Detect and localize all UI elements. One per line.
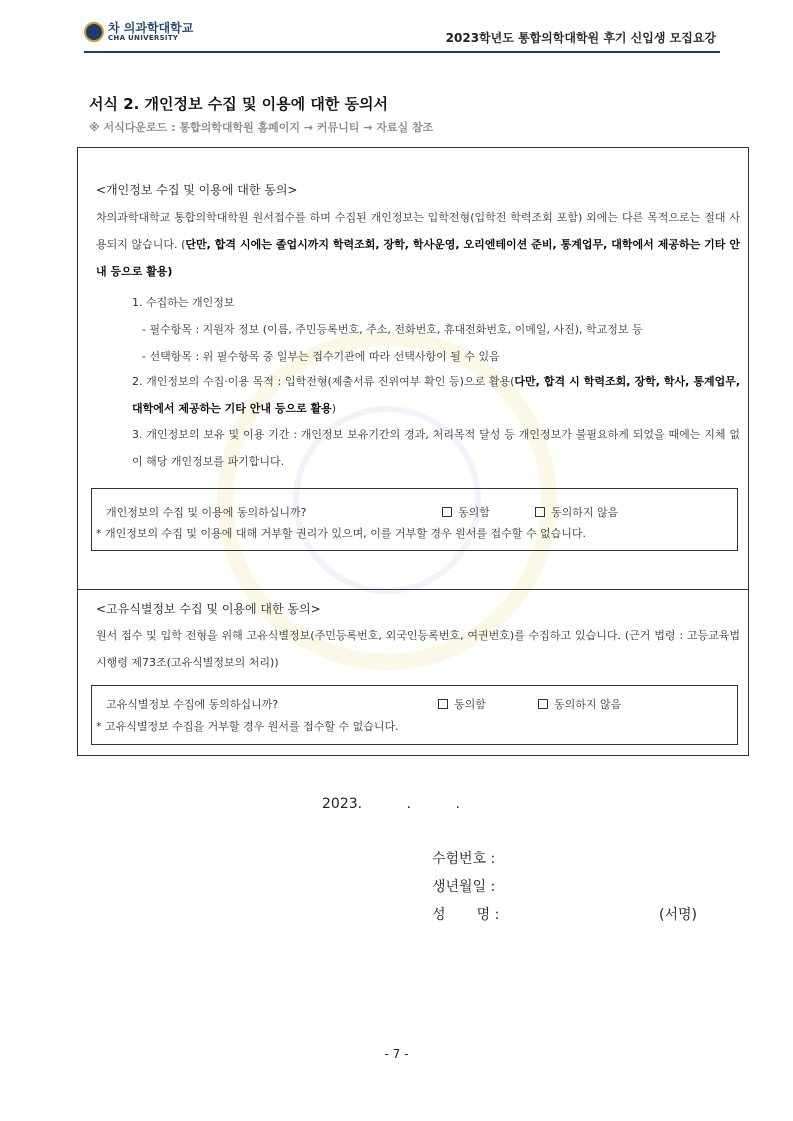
unique-disagree-option[interactable]	[538, 696, 621, 712]
optional-items: - 선택항목 : 위 필수항목 중 일부는 접수기관에 따라 선택사항이 될 수 있음	[142, 350, 500, 363]
page-number: - 7 -	[384, 1047, 409, 1061]
unique-disagree-checkbox[interactable]	[538, 699, 548, 709]
unique-intro: 원서 접수 및 입학 전형을 위해 고유식별정보(주민등록번호, 외국인등록번호, 여권번호)를 수집하고 있습니다. (근거 법령 : 고등교육법 시행령 제73조(고유식별정보의 처리))	[96, 629, 740, 669]
unique-agree-label: 동의함	[454, 698, 486, 711]
personal-consent-note: * 개인정보의 수집 및 이용에 대해 거부할 권리가 있으며, 이를 거부할 경우 원서를 접수할 수 없습니다.	[96, 527, 586, 540]
university-logo	[84, 22, 193, 42]
name-label: 성 명 :	[432, 907, 500, 923]
exam-number-label: 수험번호 :	[432, 851, 496, 867]
unique-consent-question: 고유식별정보 수집에 동의하십니까?	[106, 698, 279, 711]
personal-intro: 차의과학대학교 통합의학대학원 원서접수를 하며 수집된 개인정보는 입학전형(입학전 학력조회 포함) 외에는 다른 목적으로는 절대 사용되지 않습니다. (단만, 합격 시에는 졸업시까지 학력조회, 장학, 학사운영, 오리엔테이션 준비, 통계업무, 대학에서 제공하는 기타 안내 등으로 활용)	[96, 211, 740, 278]
collection-purpose: 2. 개인정보의 수집·이용 목적 : 입학전형(제출서류 진위여부 확인 등)으로 활용(다만, 합격 시 학력조회, 장학, 학사, 통계업무, 대학에서 제공하는 기타 안내 등으로 활용)	[132, 375, 740, 415]
collected-info-heading: 1. 수집하는 개인정보	[132, 296, 235, 309]
personal-consent-question: 개인정보의 수집 및 이용에 동의하십니까?	[106, 506, 307, 519]
personal-consent-box	[91, 488, 738, 551]
form-download-note: ※ 서식다운로드 : 통합의학대학원 홈페이지 → 커뮤니티 → 자료실 참조	[89, 121, 434, 134]
logo-english-name: CHA UNIVERSITY	[108, 34, 179, 42]
signature-date: 2023. . .	[322, 796, 460, 812]
required-items: - 필수항목 : 지원자 정보 (이름, 주민등록번호, 주소, 전화번호, 휴대전화번호, 이메일, 사진), 학교정보 등	[142, 323, 643, 336]
personal-disagree-option[interactable]	[535, 504, 618, 520]
header-divider	[84, 51, 720, 53]
section-divider	[78, 589, 748, 590]
personal-agree-checkbox[interactable]	[442, 507, 452, 517]
retention-period: 3. 개인정보의 보유 및 이용 기간 : 개인정보 보유기간의 경과, 처리목적 달성 등 개인정보가 불필요하게 되었을 때에는 지체 없이 해당 개인정보를 파기합니다.	[132, 428, 740, 468]
unique-consent-box	[91, 685, 738, 745]
header-title: 2023학년도 통합의학대학원 후기 신입생 모집요강	[445, 31, 716, 45]
unique-section-title: <고유식별정보 수집 및 이용에 대한 동의>	[96, 602, 321, 616]
form-title: 서식 2. 개인정보 수집 및 이용에 대한 동의서	[89, 95, 389, 113]
unique-agree-checkbox[interactable]	[438, 699, 448, 709]
personal-agree-label: 동의함	[458, 506, 490, 519]
personal-disagree-checkbox[interactable]	[535, 507, 545, 517]
unique-agree-option[interactable]	[438, 696, 486, 712]
consent-form-box	[77, 147, 749, 756]
birth-date-label: 생년월일 :	[432, 879, 496, 895]
university-emblem-icon	[84, 22, 104, 42]
signature-seal: (서명)	[659, 907, 697, 923]
personal-section-title: <개인정보 수집 및 이용에 대한 동의>	[96, 183, 298, 197]
page-header	[84, 22, 720, 52]
personal-disagree-label: 동의하지 않음	[551, 506, 619, 519]
unique-consent-note: * 고유식별정보 수집을 거부할 경우 원서를 접수할 수 없습니다.	[96, 720, 399, 733]
logo-korean-name: 차 의과학대학교	[108, 21, 194, 35]
unique-disagree-label: 동의하지 않음	[554, 698, 622, 711]
personal-agree-option[interactable]	[442, 504, 490, 520]
